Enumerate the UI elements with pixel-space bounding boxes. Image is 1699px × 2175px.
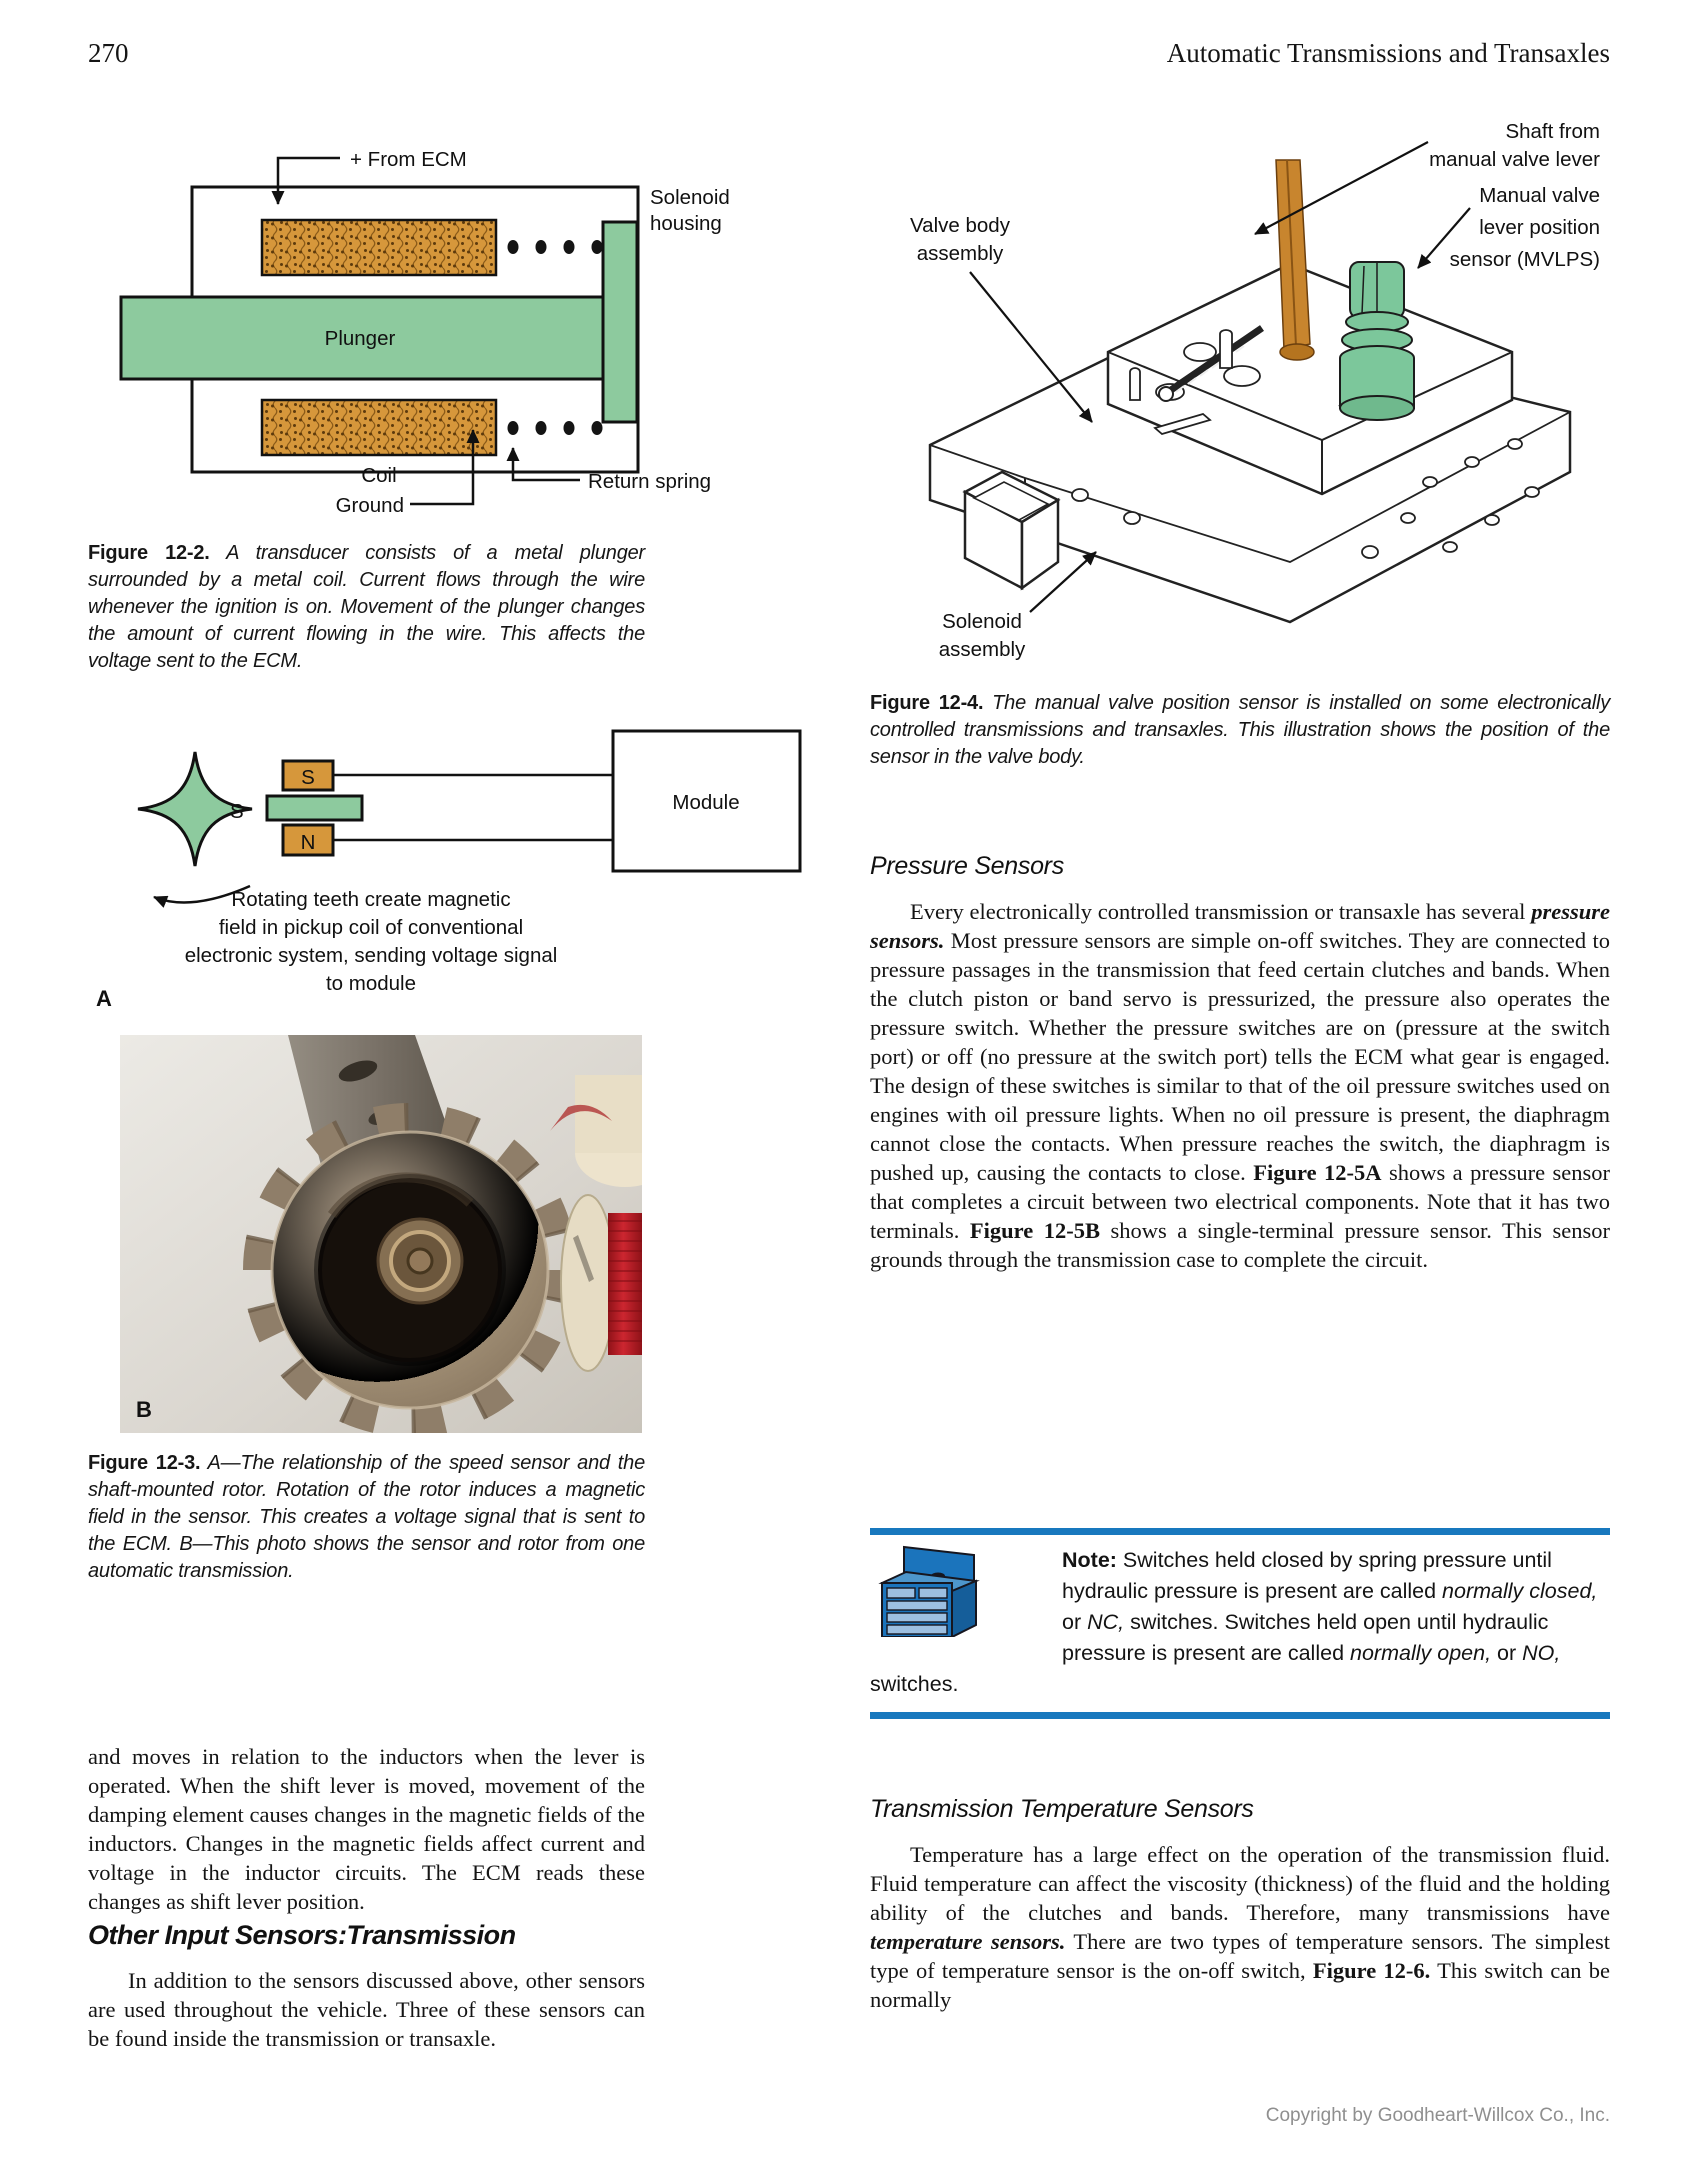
figure-12-4-caption bbox=[870, 690, 1610, 771]
pressure-sensors-paragraph: Every electronically controlled transmission or transaxle has several pressure sensors. Most pressure sensors are simple on-off switches. They are connected to pressure passages in the transmission that feed certain clutches and bands. When the clutch piston or band servo is pressurized, the pressure also operates the pressure switch. Whether the pressure switches are on (pressure at the switch port) or off (no pressure at the switch port) tells the ECM what gear is engaged. The design of these switches is similar to that of the oil pressure switches used on engines with oil pressure lights. When no oil pressure is present, the diaphragm cannot close the contacts. When pressure reaches the switch, the diaphragm is pushed up, causing the contacts to close. Figure 12-5A shows a pressure sensor that completes a circuit between two electrical components. Note that it has two terminals. Figure 12-5B shows a single-terminal pressure sensor. This sensor grounds through the transmission case to complete the circuit. bbox=[870, 899, 1611, 1272]
left-column-paragraph-1: and moves in relation to the inductors when the lever is operated. When the shift lever is moved, movement of the damping element causes changes in the magnetic fields of the inductors. Changes in the magnetic fields affect current and voltage in the inductor circuits. The ECM reads these changes as shift lever position. bbox=[88, 1744, 645, 1914]
note-content bbox=[870, 1535, 1610, 1712]
mvlps-sensor bbox=[1340, 262, 1414, 420]
left-column-paragraph-2: In addition to the sensors discussed above, other sensors are used throughout the vehicle. Three of these sensors can be found inside the transmission or transaxle. bbox=[88, 1968, 645, 2051]
figure-12-4-valve-body-illustration bbox=[870, 100, 1610, 660]
shaft-label-line2: manual valve lever bbox=[1429, 148, 1600, 171]
magnet-s-label: S bbox=[301, 766, 315, 789]
fig3a-note-line2: field in pickup coil of conventional bbox=[218, 916, 524, 939]
toolbox-icon bbox=[870, 1545, 998, 1637]
toolbox-icon-wrap bbox=[870, 1545, 1062, 1640]
mvlps-label-line3: sensor (MVLPS) bbox=[1449, 248, 1600, 271]
magnet-n-label: N bbox=[300, 831, 316, 854]
figure-12-3a-speed-sensor-diagram bbox=[88, 728, 808, 1028]
plunger-label: Plunger bbox=[324, 327, 396, 350]
panel-a-label: A bbox=[96, 986, 112, 1011]
solenoid-housing-label-line2: housing bbox=[650, 212, 722, 235]
solenoid-label-line2: assembly bbox=[938, 638, 1026, 660]
from-ecm-arrow bbox=[278, 158, 340, 204]
figure-12-4-caption-text: The manual valve position sensor is installed on some electronically controlled transmissions and transaxles. This illustration shows the position of the sensor in the valve body. bbox=[870, 692, 1611, 768]
rotor-s-label: S bbox=[230, 800, 244, 823]
figure-12-2-caption-lead: Figure 12-2. bbox=[88, 542, 210, 564]
return-spring-arrow bbox=[513, 448, 580, 480]
from-ecm-label: + From ECM bbox=[350, 148, 467, 171]
page-number: 270 bbox=[88, 38, 129, 68]
figure-12-3-caption bbox=[88, 1450, 645, 1585]
valve-body-label-line1: Valve body bbox=[910, 214, 1010, 237]
fig3a-note-line4: to module bbox=[325, 972, 417, 995]
figure-12-2-transducer-diagram bbox=[88, 100, 788, 525]
plunger-end-plate bbox=[603, 222, 637, 422]
figure-12-3-caption-text: A—The relationship of the speed sensor and the shaft-mounted rotor. Rotation of the rotor induces a magnetic field in the sensor. This creates a voltage signal that is sent to the ECM. B—This photo shows the sensor and rotor from one automatic transmission. bbox=[88, 1452, 646, 1582]
figure-12-3b-photo bbox=[120, 1035, 642, 1433]
note-box bbox=[870, 1528, 1610, 1719]
valve-body-label-line2: assembly bbox=[916, 242, 1004, 265]
mvlps-label-line2: lever position bbox=[1479, 216, 1600, 239]
note-top-rule bbox=[870, 1528, 1610, 1535]
note-bottom-rule bbox=[870, 1712, 1610, 1719]
mvlps-label-line1: Manual valve bbox=[1479, 184, 1600, 207]
subheading-transmission-temperature-sensors: Transmission Temperature Sensors bbox=[870, 1795, 1254, 1823]
copyright-line: Copyright by Goodheart-Willcox Co., Inc. bbox=[1265, 2105, 1610, 2126]
section-heading-other-input-sensors: Other Input Sensors:Transmission bbox=[88, 1920, 516, 1950]
coil-top bbox=[262, 220, 496, 275]
ground-label: Ground bbox=[335, 494, 404, 517]
module-label: Module bbox=[672, 791, 740, 814]
pickup-coil-bar bbox=[267, 796, 362, 820]
temperature-sensors-paragraph: Temperature has a large effect on the operation of the transmission fluid. Fluid temperature can affect the viscosity (thickness) of the fluid and the holding ability of the clutches and bands. Therefore, many transmissions have temperature sensors. There are two types of temperature sensors. The simplest type of temperature sensor is the on-off switch, Figure 12-6. This switch can be normally bbox=[870, 1842, 1610, 2012]
figure-12-2-caption-text: A transducer consists of a metal plunger surrounded by a metal coil. Current flows through the wire whenever the ignition is on. Movement of the plunger changes the amount of current flowing in the wire. This affects the voltage sent to the ECM. bbox=[88, 542, 646, 672]
figure-12-2-caption bbox=[88, 540, 645, 675]
fig3a-note-line3: electronic system, sending voltage signal bbox=[184, 944, 558, 967]
shaft-label-line1: Shaft from bbox=[1505, 120, 1600, 143]
note-text: Note: Switches held closed by spring pressure until hydraulic pressure is present are called normally closed, or NC, switches. Switches held open until hydraulic pressure is present are called normally open, or NO, switches. bbox=[870, 1548, 1598, 1696]
running-head: Automatic Transmissions and Transaxles bbox=[1166, 38, 1610, 68]
figure-12-4-caption-lead: Figure 12-4. bbox=[870, 692, 984, 714]
fig3a-note-line1: Rotating teeth create magnetic bbox=[231, 888, 511, 911]
solenoid-label-line1: Solenoid bbox=[942, 610, 1022, 633]
coil-bottom bbox=[262, 400, 496, 455]
coil-label: Coil bbox=[361, 464, 397, 487]
solenoid-housing-label-line1: Solenoid bbox=[650, 186, 730, 209]
return-spring-label: Return spring bbox=[588, 470, 712, 493]
subheading-pressure-sensors: Pressure Sensors bbox=[870, 852, 1064, 880]
figure-12-3-caption-lead: Figure 12-3. bbox=[88, 1452, 201, 1474]
panel-b-label: B bbox=[136, 1397, 152, 1422]
